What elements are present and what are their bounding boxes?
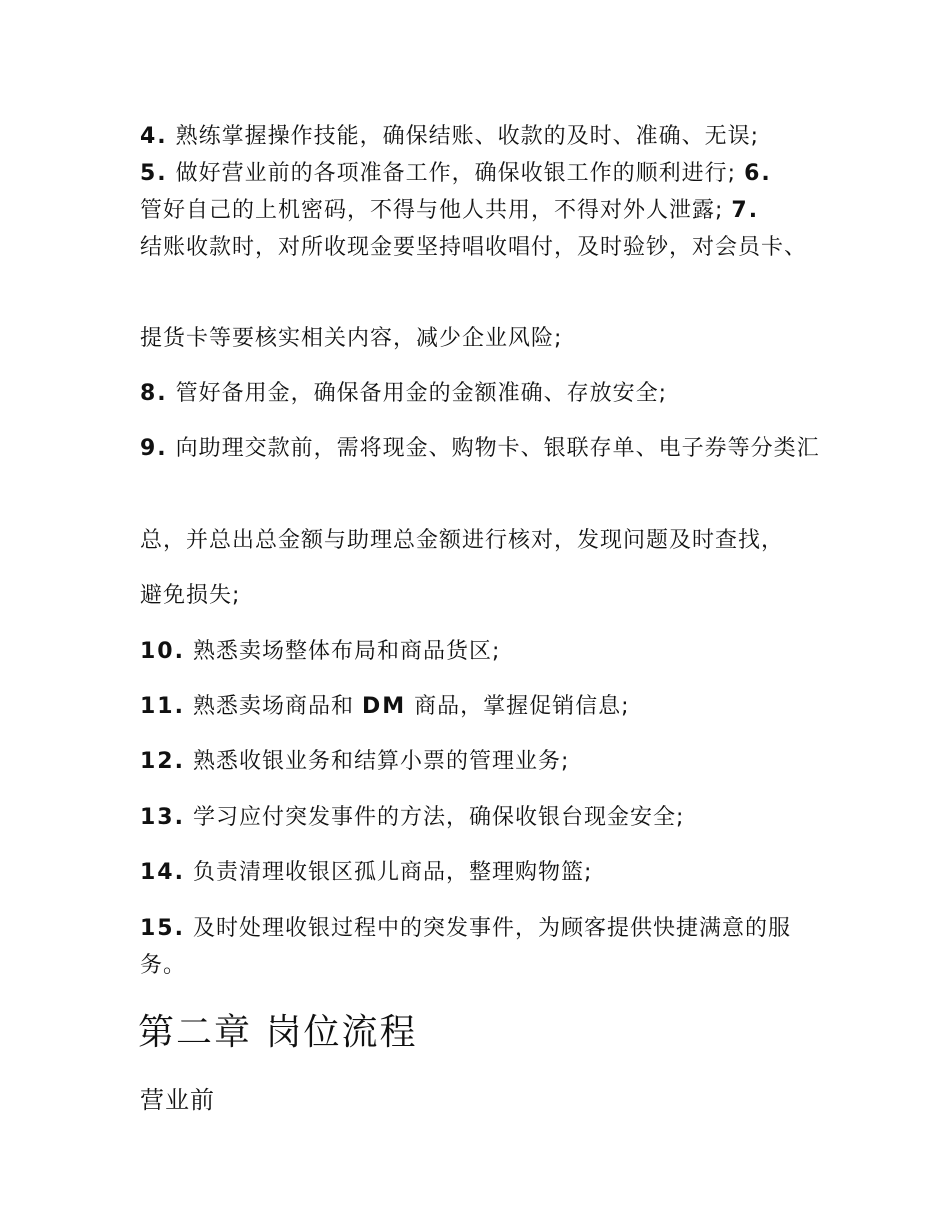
- item-number-8: 8.: [140, 381, 168, 406]
- item-number-12: 12.: [140, 749, 185, 774]
- item-number-9: 9.: [140, 436, 168, 461]
- item-number-10: 10.: [140, 639, 185, 664]
- item-text-9-end: 避免损失;: [140, 583, 241, 608]
- item-text-7-cont: 提货卡等要核实相关内容，减少企业风险;: [140, 326, 563, 351]
- item-text-11-rest: 商品，掌握促销信息;: [406, 694, 630, 719]
- item-text-13: 学习应付突发事件的方法，确保收银台现金安全;: [184, 805, 685, 830]
- item-text-14: 负责清理收银区孤儿商品，整理购物篮;: [184, 860, 593, 885]
- paragraph-item-9-end: [140, 577, 820, 614]
- paragraph-item-11: [140, 688, 820, 725]
- paragraph-items-4-7: [140, 118, 820, 266]
- item-text-4: 熟练掌握操作技能，确保结账、收款的及时、准确、无误;: [167, 124, 760, 149]
- paragraph-item-15: [140, 910, 820, 984]
- item-number-4: 4.: [140, 124, 168, 149]
- paragraph-item-10: [140, 633, 820, 670]
- paragraph-item-8: [140, 375, 820, 412]
- item-text-6: 管好自己的上机密码，不得与他人共用，不得对外人泄露;: [140, 198, 724, 223]
- item-number-14: 14.: [140, 860, 185, 885]
- item-text-15: 及时处理收银过程中的突发事件，为顾客提供快捷满意的服务。: [140, 916, 791, 978]
- item-text-9-cont: 总，并总出总金额与助理总金额进行核对，发现问题及时查找，: [140, 528, 785, 553]
- item-number-6: 6.: [744, 161, 772, 186]
- chapter-title: 第二章 岗位流程: [138, 1012, 418, 1053]
- item-text-9: 向助理交款前，需将现金、购物卡、银联存单、电子券等分类汇: [167, 436, 820, 461]
- item-text-10: 熟悉卖场整体布局和商品货区;: [184, 639, 501, 664]
- item-number-13: 13.: [140, 805, 185, 830]
- item-text-11: 熟悉卖场商品和: [184, 694, 362, 719]
- paragraph-item-14: [140, 854, 820, 891]
- item-number-15: 15.: [140, 916, 185, 941]
- paragraph-item-12: [140, 743, 820, 780]
- paragraph-item-7-continued: [140, 320, 820, 357]
- item-text-7: 结账收款时，对所收现金要坚持唱收唱付，及时验钞，对会员卡、: [140, 235, 808, 260]
- item-text-8: 管好备用金，确保备用金的金额准确、存放安全;: [167, 381, 668, 406]
- paragraph-item-9-continued: [140, 522, 820, 559]
- item-text-5: 做好营业前的各项准备工作，确保收银工作的顺利进行;: [167, 161, 737, 186]
- paragraph-item-9: [140, 430, 820, 467]
- item-text-11-dm: DM: [361, 694, 407, 719]
- item-text-12: 熟悉收银业务和结算小票的管理业务;: [184, 749, 570, 774]
- paragraph-item-13: [140, 799, 820, 836]
- item-number-5: 5.: [140, 161, 168, 186]
- item-number-7: 7.: [731, 198, 760, 223]
- item-number-11: 11.: [140, 694, 185, 719]
- section-title: 营业前: [140, 1086, 215, 1114]
